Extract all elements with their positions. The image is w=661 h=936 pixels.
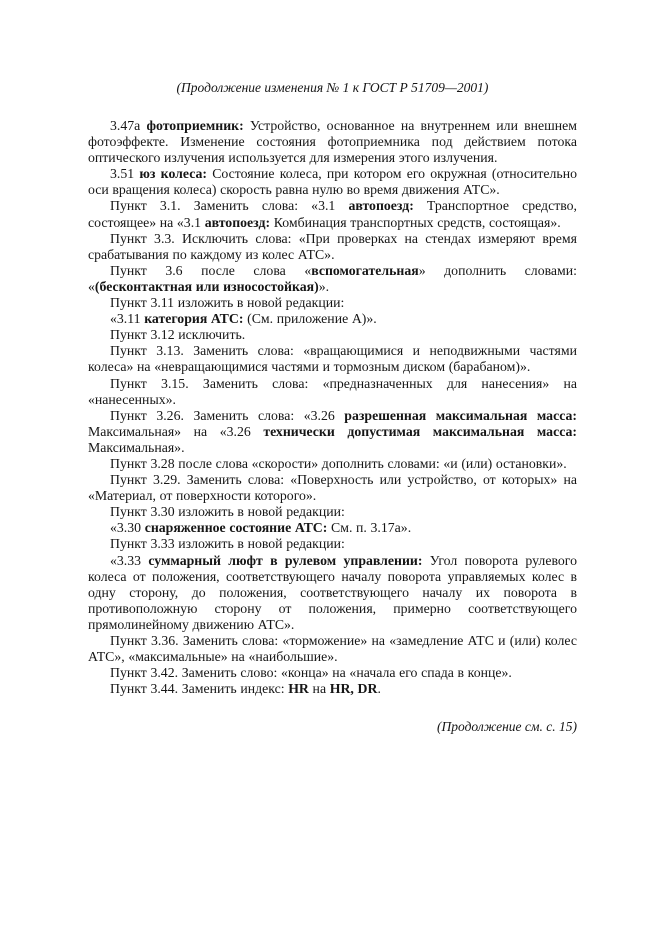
paragraph-run: (См. приложение А)». xyxy=(243,311,377,327)
paragraph-run: Пункт 3.33 изложить в новой редакции: xyxy=(110,536,345,552)
paragraph-bold-run: HR, DR xyxy=(329,681,378,697)
paragraph-bold-run: снаряженное состояние АТС: xyxy=(144,520,328,536)
paragraph-run: «3.11 xyxy=(110,311,145,327)
paragraph xyxy=(88,456,577,472)
paragraph xyxy=(88,553,577,633)
paragraph xyxy=(88,231,577,263)
paragraph-run: Пункт 3.29. Заменить слова: «Поверхность или устройство, от которых» на «Материал, от поверхности которого». xyxy=(88,472,577,504)
paragraph-run: «3.33 xyxy=(110,552,149,568)
paragraph-run: Пункт 3.12 исключить. xyxy=(110,327,246,343)
paragraph-run: Состояние колеса, при котором его окружная (относительно оси вращения колеса) скорость равна нулю во время движения АТС». xyxy=(88,166,578,198)
page-footer: (Продолжение см. с. 15) xyxy=(437,719,577,735)
paragraph xyxy=(88,665,577,681)
paragraph-run: » дополнить словами: « xyxy=(88,262,577,294)
paragraph xyxy=(88,408,577,456)
paragraph xyxy=(88,311,577,327)
document-body xyxy=(88,118,577,697)
paragraph-run: на xyxy=(308,681,330,697)
paragraph-bold-run: автопоезд: xyxy=(348,198,414,214)
paragraph-run: Пункт 3.3. Исключить слова: «При проверках на стендах измеряют время срабатывания по каждому из колес АТС». xyxy=(88,230,577,262)
paragraph-run: Пункт 3.36. Заменить слова: «торможение» на «замедление АТС и (или) колес АТС», «максимальные» на «наибольшие». xyxy=(88,633,577,665)
paragraph-run: Пункт 3.11 изложить в новой редакции: xyxy=(110,295,345,311)
paragraph-run: Устройство, основанное на внутреннем или внешнем фотоэффекте. Изменение состояния фотоприемника под действием потока оптического излучения используется для измерения этого излучения. xyxy=(88,118,577,166)
paragraph-run: 3.51 xyxy=(110,166,140,182)
paragraph xyxy=(88,376,577,408)
paragraph xyxy=(88,536,577,552)
paragraph-run: Пункт 3.42. Заменить слово: «конца» на «начала его спада в конце». xyxy=(110,665,512,681)
paragraph-run: Максимальная» на «3.26 xyxy=(88,423,264,439)
paragraph-run: Пункт 3.15. Заменить слова: «предназначенных для нанесения» на «нанесенных». xyxy=(88,375,577,407)
paragraph-run: Комбинация транспортных средств, состоящая». xyxy=(270,214,561,230)
paragraph xyxy=(88,198,577,230)
paragraph xyxy=(88,295,577,311)
paragraph-run: Максимальная». xyxy=(88,439,185,455)
paragraph xyxy=(88,166,577,198)
paragraph xyxy=(88,343,577,375)
paragraph-run: Пункт 3.13. Заменить слова: «вращающимися и неподвижными частями колеса» на «невращающимися частями и тормозным диском (барабаном)». xyxy=(88,343,577,375)
page-header: (Продолжение изменения № 1 к ГОСТ Р 51709—2001) xyxy=(176,80,489,95)
paragraph-run: Пункт 3.28 после слова «скорости» дополнить словами: «и (или) остановки». xyxy=(110,455,567,471)
paragraph xyxy=(88,118,577,166)
paragraph-bold-run: категория АТС: xyxy=(144,311,244,327)
paragraph xyxy=(88,472,577,504)
paragraph-run: Пункт 3.30 изложить в новой редакции: xyxy=(110,504,345,520)
paragraph-run: См. п. 3.17а». xyxy=(327,520,412,536)
paragraph xyxy=(88,520,577,536)
paragraph-bold-run: (бесконтактная или износостойкая) xyxy=(94,278,319,294)
paragraph-bold-run: автопоезд: xyxy=(204,214,271,230)
paragraph-run: Пункт 3.1. Заменить слова: «3.1 xyxy=(110,198,349,214)
paragraph-run: 3.47а xyxy=(110,118,147,133)
paragraph-run: «3.30 xyxy=(110,520,145,536)
document-content xyxy=(88,80,577,735)
paragraph-bold-run: HR xyxy=(288,681,309,697)
paragraph xyxy=(88,681,577,697)
paragraph-run: Пункт 3.26. Заменить слова: «3.26 xyxy=(110,407,345,423)
paragraph-run: Пункт 3.6 после слова « xyxy=(110,262,312,278)
paragraph-run: Угол поворота рулевого колеса от положения, соответствующего началу поворота управляемых колес в одну сторону, до положения, соответствующего началу их поворота в противоположную сторону от положения, примерно соответствующего прямолинейному движению АТС». xyxy=(88,552,577,632)
paragraph-bold-run: суммарный люфт в рулевом управлении: xyxy=(148,552,423,568)
paragraph xyxy=(88,633,577,665)
paragraph-bold-run: вспомогательная xyxy=(311,262,419,278)
paragraph-run: Транспортное средство, состоящее» на «3.1 xyxy=(88,198,577,230)
paragraph-run: Пункт 3.44. Заменить индекс: xyxy=(110,681,289,697)
paragraph-bold-run: фотоприемник: xyxy=(146,118,244,133)
paragraph-bold-run: разрешенная максимальная масса: xyxy=(344,407,577,423)
paragraph xyxy=(88,263,577,295)
paragraph-run: ». xyxy=(318,278,330,294)
paragraph-bold-run: юз колеса: xyxy=(139,166,207,182)
paragraph-bold-run: технически допустимая максимальная масса: xyxy=(263,423,577,439)
paragraph-run: . xyxy=(377,681,381,697)
paragraph xyxy=(88,327,577,343)
paragraph xyxy=(88,504,577,520)
